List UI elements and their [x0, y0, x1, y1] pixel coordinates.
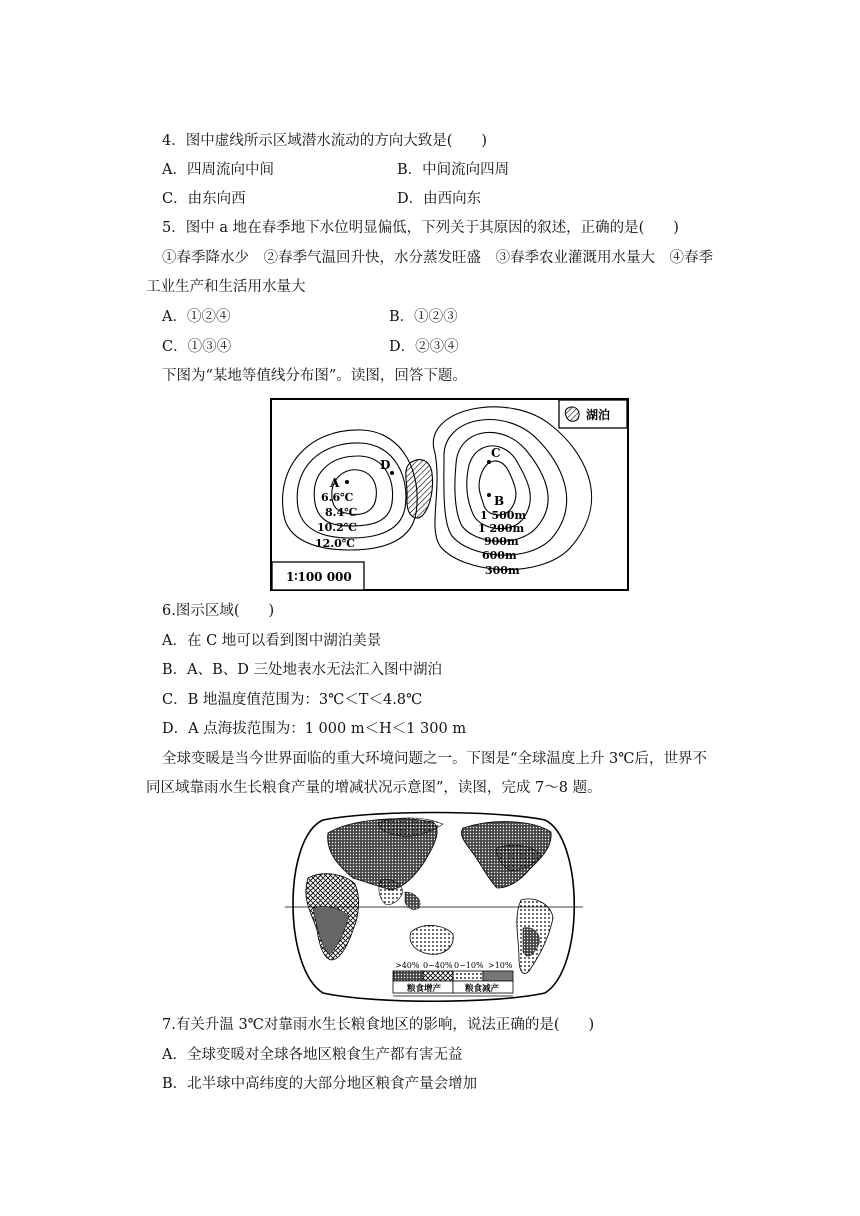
q4-option-c: C．由东向西 — [162, 191, 246, 207]
legend-lake-label: 湖泊 — [586, 408, 611, 422]
q5-statements-line1: ①春季降水少 ②春季气温回升快，水分蒸发旺盛 ③春季农业灌溉用水量大 ④春季 — [162, 250, 713, 266]
point-b-label: B — [494, 494, 505, 508]
q5-option-d: D．②③④ — [389, 339, 459, 355]
q4-option-a: A．四周流向中间 — [162, 162, 274, 178]
q4-option-d: D．由西向东 — [397, 191, 482, 207]
isotherm-label-4: 12.0℃ — [315, 537, 355, 550]
legend-range-4: >10% — [488, 961, 513, 970]
contour-label-1500: 1 500m — [480, 509, 527, 522]
point-c-marker — [487, 460, 491, 464]
q6-option-d: D．A 点海拔范围为：1 000 m＜H＜1 300 m — [162, 721, 467, 737]
isotherm-label-1: 6.6℃ — [321, 491, 354, 504]
q5-option-c: C．①③④ — [162, 339, 232, 355]
point-d-label: D — [380, 458, 391, 472]
q6-stem: 6.图示区域( ) — [162, 603, 275, 619]
q4-stem: 4．图中虚线所示区域潜水流动的方向大致是( ) — [162, 133, 488, 149]
intro-q7-8-line1: 全球变暖是当今世界面临的重大环境问题之一。下图是“全球温度上升 3℃后，世界不 — [162, 751, 707, 767]
q6-option-b: B．A、B、D 三处地表水无法汇入图中湖泊 — [162, 662, 443, 678]
legend-range-3: 0~10% — [454, 961, 484, 970]
point-c-label: C — [491, 446, 501, 460]
map-scale: 1∶100 000 — [286, 570, 352, 584]
point-d-marker — [390, 471, 394, 475]
contour-label-1200: 1 200m — [478, 522, 525, 535]
point-a-label: A — [330, 476, 340, 490]
world-grain-map — [283, 808, 585, 1006]
legend-decrease-label: 粮食减产 — [465, 984, 500, 994]
legend-increase-label: 粮食增产 — [407, 984, 442, 994]
q5-option-a: A．①②④ — [162, 309, 231, 325]
q6-option-c: C．B 地温度值范围为：3℃＜T＜4.8℃ — [162, 692, 423, 708]
q7-option-b: B．北半球中高纬度的大部分地区粮食产量会增加 — [162, 1076, 478, 1092]
q7-stem: 7.有关升温 3℃对靠雨水生长粮食地区的影响，说法正确的是( ) — [162, 1017, 595, 1033]
contour-label-300: 300m — [485, 564, 520, 577]
point-a-marker — [345, 480, 349, 484]
isotherm-label-2: 8.4℃ — [325, 506, 358, 519]
intro-q7-8-line2: 同区域靠雨水生长粮食产量的增减状况示意图”，读图，完成 7～8 题。 — [146, 780, 602, 796]
q5-stem: 5．图中 a 地在春季地下水位明显偏低，下列关于其原因的叙述，正确的是( ) — [162, 220, 679, 236]
legend-range-1: >40% — [395, 961, 420, 970]
point-b-marker — [487, 493, 491, 497]
q5-statements-line2: 工业生产和生活用水量大 — [146, 279, 306, 295]
isotherm-label-3: 10.2℃ — [317, 521, 357, 534]
contour-label-600: 600m — [482, 549, 517, 562]
contour-label-900: 900m — [484, 535, 519, 548]
q5-option-b: B．①②③ — [389, 309, 458, 325]
legend-range-2: 0~40% — [423, 961, 453, 970]
q7-option-a: A．全球变暖对全球各地区粮食生产都有害无益 — [162, 1047, 463, 1063]
intro-q6: 下图为“某地等值线分布图”。读图，回答下题。 — [162, 368, 467, 384]
q6-option-a: A．在 C 地可以看到图中湖泊美景 — [162, 633, 382, 649]
q4-option-b: B．中间流向四周 — [397, 162, 510, 178]
contour-map — [270, 398, 629, 591]
